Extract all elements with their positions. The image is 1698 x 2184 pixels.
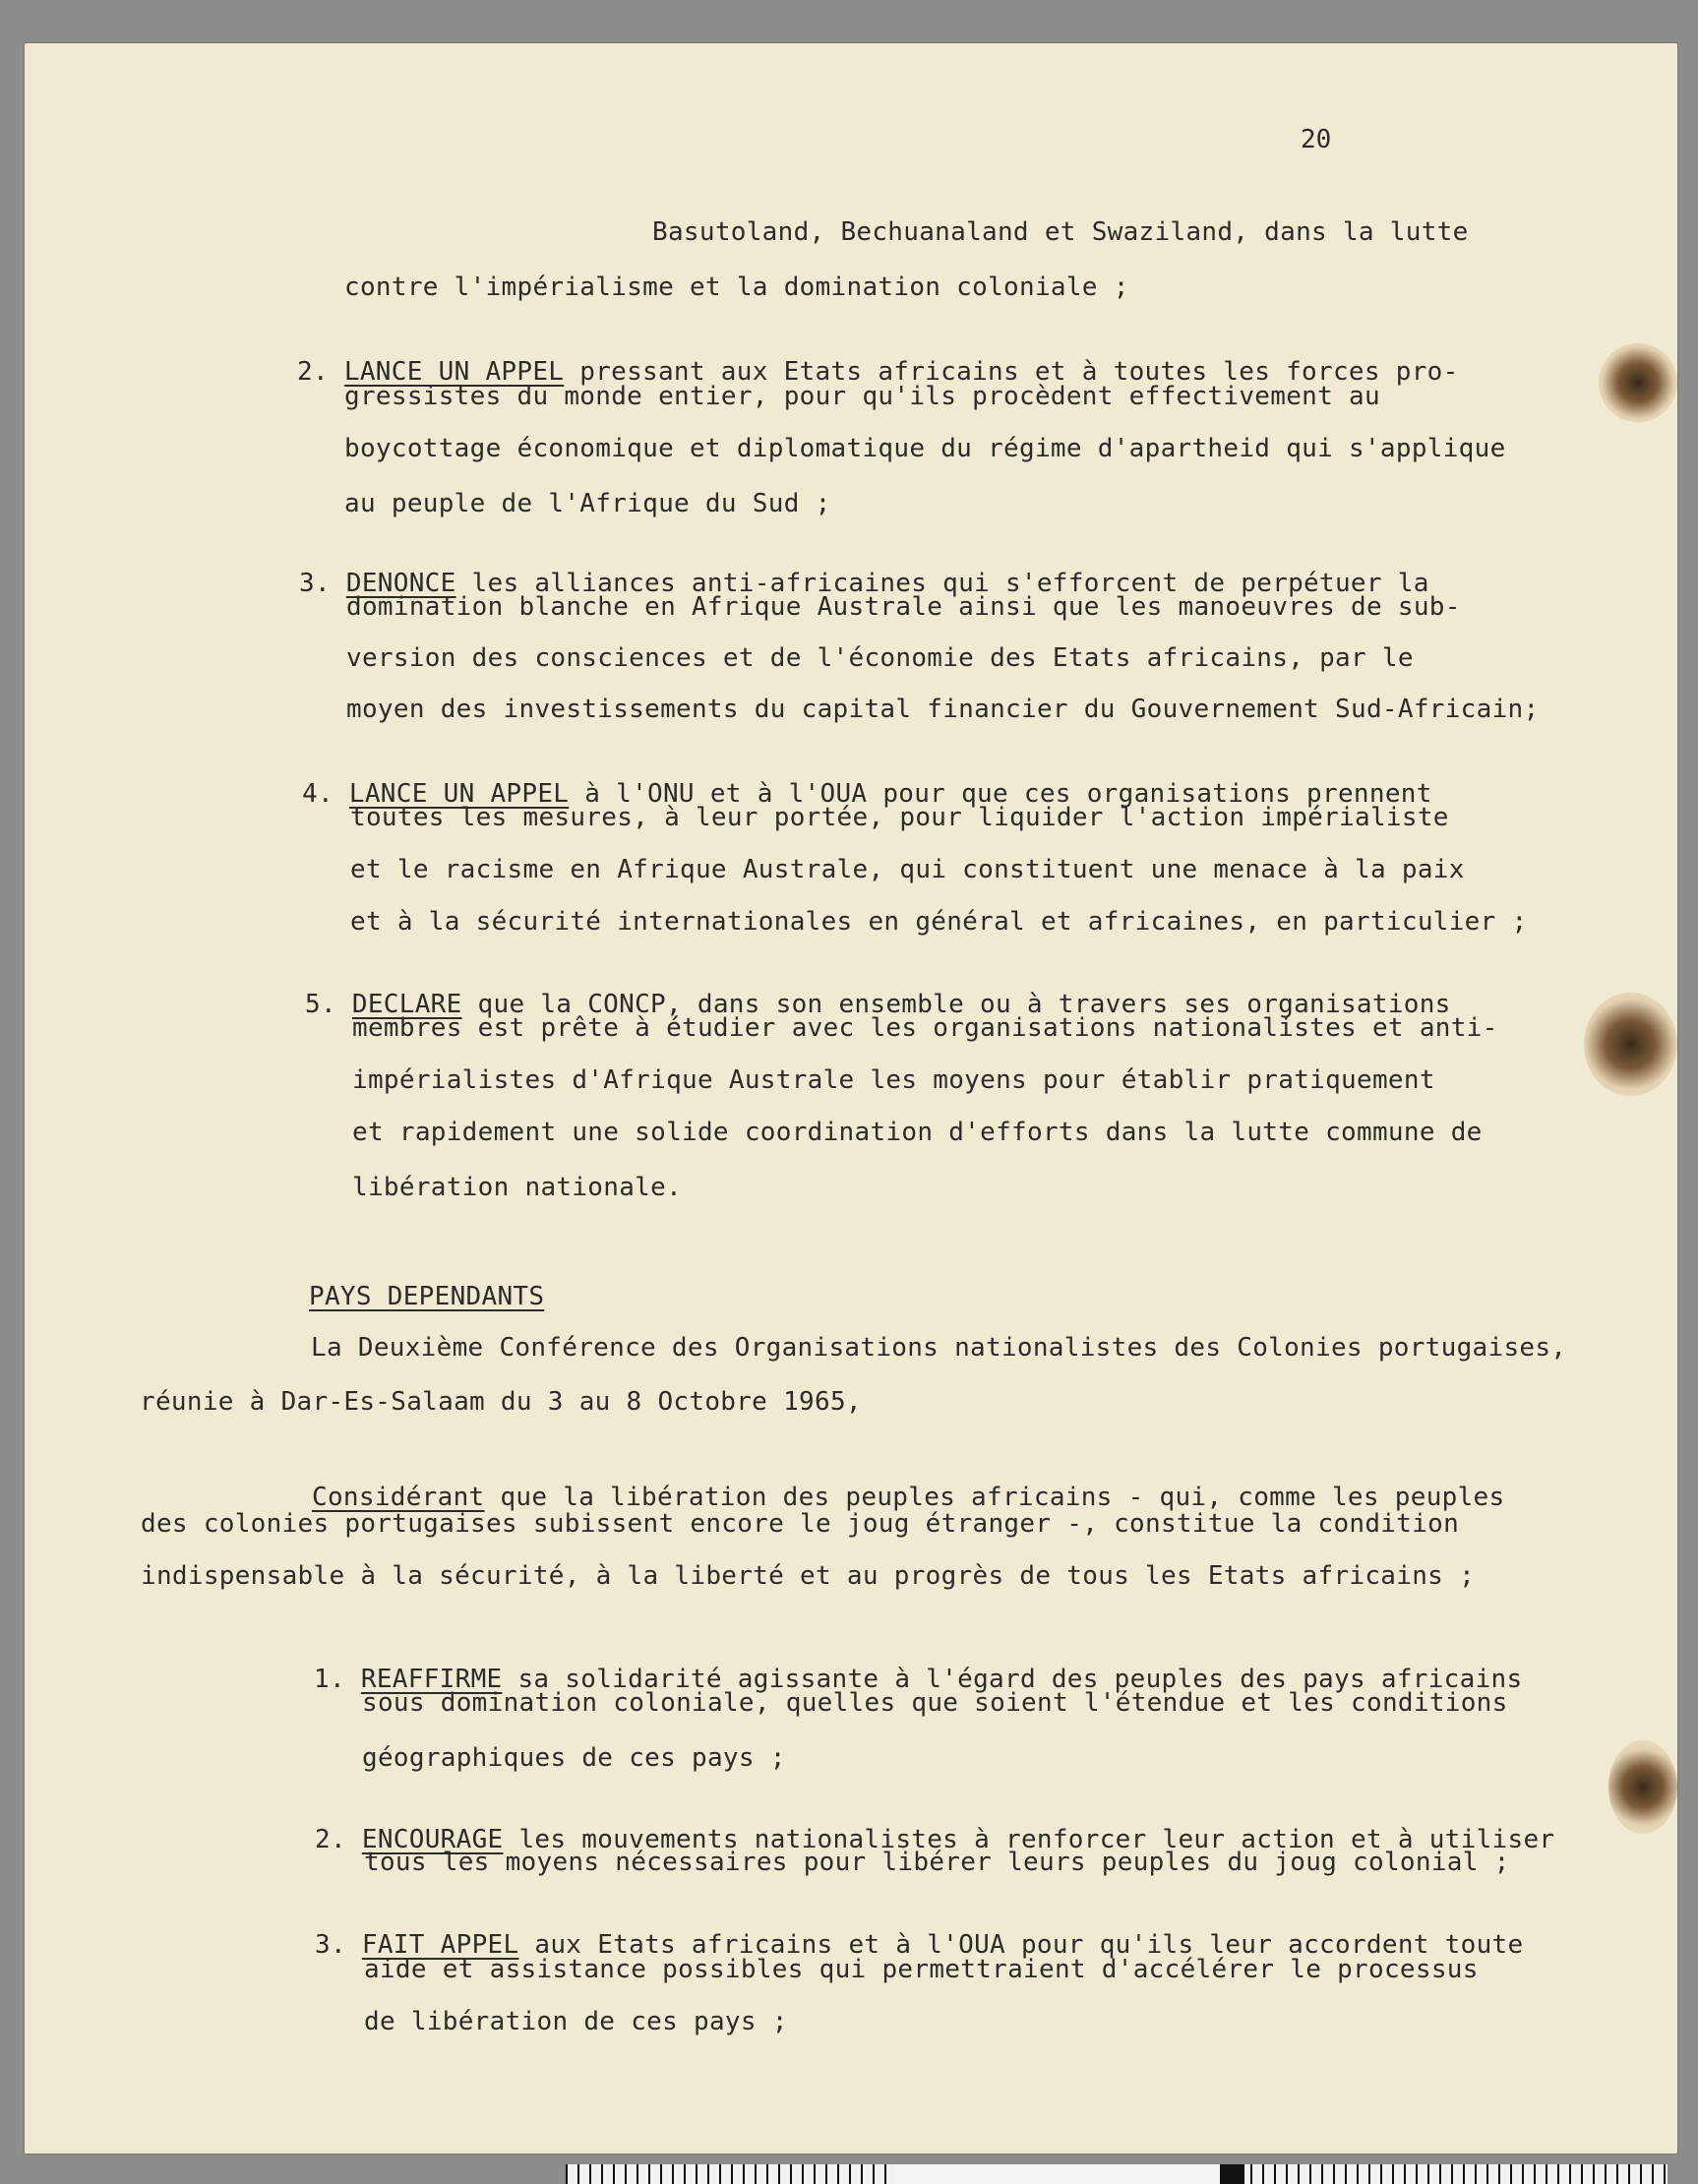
item-text: que la CONCP, dans son ensemble ou à travers ses organisations (461, 990, 1451, 1019)
text-line: toutes les mesures, à leur portée, pour liquider l'action impérialiste (350, 803, 1449, 832)
text-line: des colonies portugaises subissent encore le joug étranger -, constitue la condition (141, 1509, 1460, 1539)
section-heading: PAYS DEPENDANTS (309, 1282, 545, 1311)
text-line: aide et assistance possibles qui permettraient d'accélérer le processus (364, 1955, 1479, 1984)
text-line: et à la sécurité internationales en général et africaines, en particulier ; (350, 907, 1528, 937)
resolution-item (305, 960, 1451, 1019)
text-line: sous domination coloniale, quelles que soient l'étendue et les conditions (362, 1688, 1508, 1718)
text-line: gressistes du monde entier, pour qu'ils procèdent effectivement au (344, 382, 1380, 411)
text-line: et le racisme en Afrique Australe, qui constituent une menace à la paix (350, 855, 1465, 884)
resolution-item (315, 1901, 1523, 1960)
item-keyword: FAIT APPEL (361, 1930, 519, 1960)
item-keyword: LANCE UN APPEL (348, 779, 570, 809)
item-number: 3. (315, 1930, 346, 1960)
burn-mark (1599, 343, 1677, 422)
scale-ruler-segment (895, 2164, 1220, 2184)
resolution-item (315, 1795, 1554, 1854)
item-keyword: DECLARE (351, 990, 462, 1019)
text-line: Basutoland, Bechuanaland et Swaziland, dans la lutte (652, 217, 1469, 247)
text-line: contre l'impérialisme et la domination coloniale ; (344, 273, 1129, 302)
item-keyword: REAFFIRME (360, 1665, 503, 1694)
text-line: et rapidement une solide coordination d'efforts dans la lutte commune de (352, 1118, 1483, 1147)
item-text: les alliances anti-africaines qui s'efforcent de perpétuer la (455, 569, 1429, 598)
scale-ruler-block (1220, 2164, 1244, 2184)
item-number: 5. (305, 990, 336, 1019)
burn-mark (1584, 993, 1677, 1096)
considerant-text: que la libération des peuples africains - qui, comme les peuples (484, 1483, 1505, 1512)
item-text: les mouvements nationalistes à renforcer leur action et à utiliser (503, 1825, 1555, 1854)
item-text: pressant aux Etats africains et à toutes les forces pro- (564, 357, 1459, 387)
item-keyword: DENONCE (345, 569, 456, 598)
item-keyword: LANCE UN APPEL (343, 357, 565, 387)
resolution-item (299, 539, 1429, 598)
considerant-line (312, 1453, 1504, 1512)
resolution-item (302, 750, 1432, 809)
text-line: réunie à Dar-Es-Salaam du 3 au 8 Octobre 1965, (140, 1387, 862, 1417)
text-line: tous les moyens nécessaires pour libérer leurs peuples du joug colonial ; (364, 1848, 1510, 1877)
item-number: 1. (314, 1665, 345, 1694)
text-line: libération nationale. (352, 1173, 683, 1202)
text-line: de libération de ces pays ; (364, 2007, 788, 2036)
text-line: géographiques de ces pays ; (362, 1743, 786, 1773)
considerant-keyword: Considérant (312, 1483, 485, 1512)
text-line: La Deuxième Conférence des Organisations nationalistes des Colonies portugaises, (311, 1333, 1567, 1363)
item-text: sa solidarité agissante à l'égard des peuples des pays africains (502, 1665, 1523, 1694)
resolution-item (314, 1635, 1522, 1694)
page-number: 20 (1301, 125, 1332, 154)
burn-mark (1608, 1740, 1677, 1834)
item-number: 2. (297, 357, 329, 387)
text-line: indispensable à la sécurité, à la liberté et au progrès de tous les Etats africains ; (141, 1561, 1476, 1591)
item-text: aux Etats africains et à l'OUA pour qu'ils leur accordent toute (518, 1930, 1524, 1960)
text-line: au peuple de l'Afrique du Sud ; (344, 489, 831, 518)
resolution-item (297, 328, 1459, 387)
text-line: impérialistes d'Afrique Australe les moyens pour établir pratiquement (352, 1065, 1435, 1095)
text-line: membres est prête à étudier avec les organisations nationalistes et anti- (352, 1013, 1498, 1043)
text-line: boycottage économique et diplomatique du régime d'apartheid qui s'applique (344, 434, 1506, 463)
text-line: moyen des investissements du capital financier du Gouvernement Sud-Africain; (346, 695, 1540, 724)
item-keyword: ENCOURAGE (361, 1825, 504, 1854)
item-number: 2. (315, 1825, 346, 1854)
item-text: à l'ONU et à l'OUA pour que ces organisations prennent (569, 779, 1432, 809)
item-number: 4. (302, 779, 334, 809)
text-line: version des consciences et de l'économie des Etats africains, par le (346, 643, 1414, 673)
item-number: 3. (299, 569, 331, 598)
text-line: domination blanche en Afrique Australe ainsi que les manoeuvres de sub- (346, 592, 1461, 622)
